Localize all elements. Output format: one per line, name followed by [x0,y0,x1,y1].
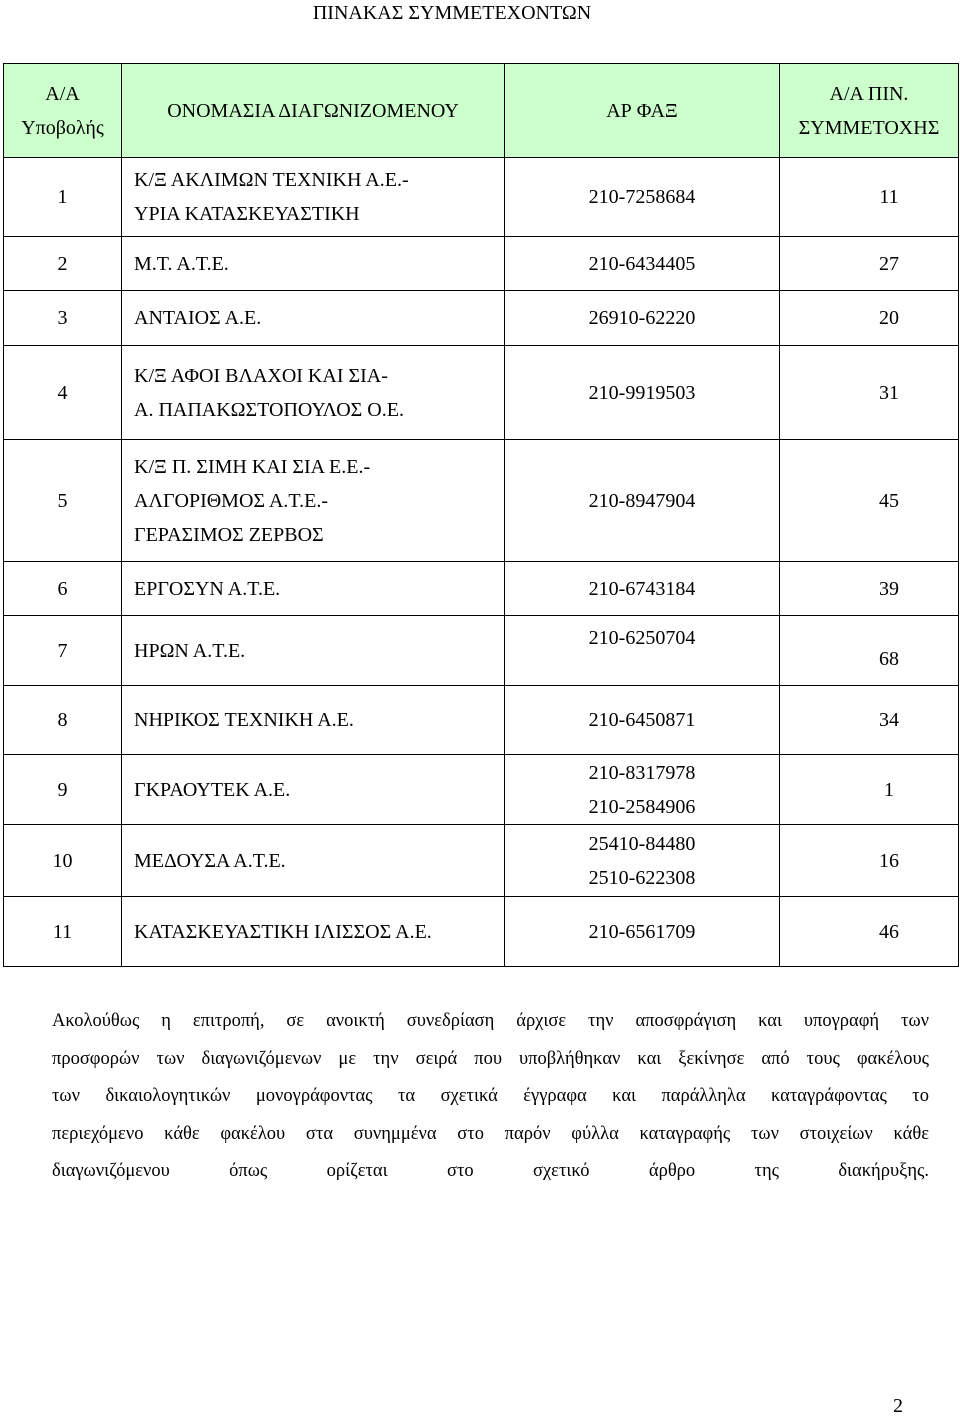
table-row [4,237,959,291]
name-line: ΓΕΡΑΣΙΜΟΣ ΖΕΡΒΟΣ [134,523,324,546]
row-participation: 20 [780,291,959,346]
row-number: 11 [4,897,122,967]
row-number: 2 [4,237,122,291]
row-name: ΗΡΩΝ Α.Τ.Ε. [122,616,505,686]
table-row [4,440,959,562]
row-fax: 210-6434405 [505,237,780,291]
name-line: ΥΡΙΑ ΚΑΤΑΣΚΕΥΑΣΤΙΚΗ [134,203,360,225]
row-fax: 210-9919503 [505,346,780,440]
table-row [4,686,959,755]
row-name: ΑΝΤΑΙΟΣ Α.Ε. [122,291,505,346]
row-fax: 210-6450871 [505,686,780,755]
header-submission-number [4,64,122,158]
fax-line: 210-2584906 [588,795,696,818]
row-name: ΝΗΡΙΚΟΣ ΤΕΧΝΙΚΗ Α.Ε. [122,686,505,755]
table-row [4,158,959,237]
row-participation: 11 [780,158,959,237]
table-row [4,616,959,686]
row-number: 7 [4,616,122,686]
name-line: ΑΛΓΟΡΙΘΜΟΣ Α.Τ.Ε.- [134,489,328,512]
row-name: ΜΕΔΟΥΣΑ Α.Τ.Ε. [122,825,505,897]
page-title: ΠΙΝΑΚΑΣ ΣΥΜΜΕΤΕΧΟΝΤΩΝ [312,2,592,24]
header-contestant-name: ΟΝΟΜΑΣΙΑ ΔΙΑΓΩΝΙΖΟΜΕΝΟΥ [122,64,505,158]
row-fax [505,755,780,825]
row-number: 9 [4,755,122,825]
fax-line: 2510-622308 [588,866,696,889]
row-name [122,346,505,440]
fax-line: 210-8317978 [588,761,696,784]
table-row [4,562,959,616]
paragraph-line: προσφορών των διαγωνιζόμενων με την σειρά που υποβλήθηκαν και ξεκίνησε από τους φακέλους [52,1048,929,1069]
row-name: ΚΑΤΑΣΚΕΥΑΣΤΙΚΗ ΙΛΙΣΣΟΣ Α.Ε. [122,897,505,967]
row-name: Μ.Τ. Α.Τ.Ε. [122,237,505,291]
name-line: Α. ΠΑΠΑΚΩΣΤΟΠΟΥΛΟΣ Ο.Ε. [134,398,404,421]
row-fax: 210-6561709 [505,897,780,967]
row-number: 3 [4,291,122,346]
paragraph-line: περιεχόμενο κάθε φακέλου στα συνημμένα στο παρόν φύλλα καταγραφής των στοιχείων κάθε [52,1123,929,1144]
row-participation: 39 [780,562,959,616]
page-number: 2 [893,1395,903,1417]
row-participation: 1 [780,755,959,825]
row-participation: 68 [780,616,959,686]
row-name [122,158,505,237]
row-fax: 210-6743184 [505,562,780,616]
row-number: 5 [4,440,122,562]
paragraph-line: Ακολούθως η επιτροπή, σε ανοικτή συνεδρίαση άρχισε την αποσφράγιση και υπογραφή των [52,1011,929,1031]
row-participation: 46 [780,897,959,967]
row-participation: 31 [780,346,959,440]
name-line: Κ/Ξ ΑΚΛΙΜΩΝ ΤΕΧΝΙΚΗ Α.Ε.- [134,169,409,191]
row-number: 8 [4,686,122,755]
fax-line: 25410-84480 [588,832,696,855]
row-fax: 210-7258684 [505,158,780,237]
paragraph-line: των δικαιολογητικών μονογράφοντας τα σχετικά έγγραφα και παράλληλα καταγράφοντας το [52,1086,929,1107]
name-line: Κ/Ξ Π. ΣΙΜΗ ΚΑΙ ΣΙΑ Ε.Ε.- [134,455,371,478]
row-number: 4 [4,346,122,440]
row-number: 6 [4,562,122,616]
row-number: 10 [4,825,122,897]
table-row [4,897,959,967]
name-line: Κ/Ξ ΑΦΟΙ ΒΛΑΧΟΙ ΚΑΙ ΣΙΑ- [134,364,388,387]
table-header-row [4,64,959,158]
paragraph-line: διαγωνιζόμενου όπως ορίζεται στο σχετικό άρθρο της διακήρυξης. [52,1161,929,1182]
row-participation: 16 [780,825,959,897]
row-participation: 45 [780,440,959,562]
body-paragraph [52,1003,929,1191]
row-fax: 210-6250704 [505,616,780,686]
row-name [122,440,505,562]
header-text: Α/Α [45,82,80,105]
table-row [4,825,959,897]
table-row [4,346,959,440]
row-fax: 210-8947904 [505,440,780,562]
header-text: Υποβολής [21,116,104,139]
header-text: Α/Α ΠΙΝ. [829,82,909,105]
table-row [4,755,959,825]
row-number: 1 [4,158,122,237]
row-fax: 26910-62220 [505,291,780,346]
row-participation: 34 [780,686,959,755]
table-row [4,291,959,346]
row-name: ΕΡΓΟΣΥΝ Α.Τ.Ε. [122,562,505,616]
participants-table [3,63,959,967]
header-text: ΣΥΜΜΕΤΟΧΗΣ [798,116,940,139]
header-participation-number [780,64,959,158]
row-name: ΓΚΡΑΟΥΤΕΚ Α.Ε. [122,755,505,825]
row-fax [505,825,780,897]
row-participation: 27 [780,237,959,291]
header-fax: ΑΡ ΦΑΞ [505,64,780,158]
